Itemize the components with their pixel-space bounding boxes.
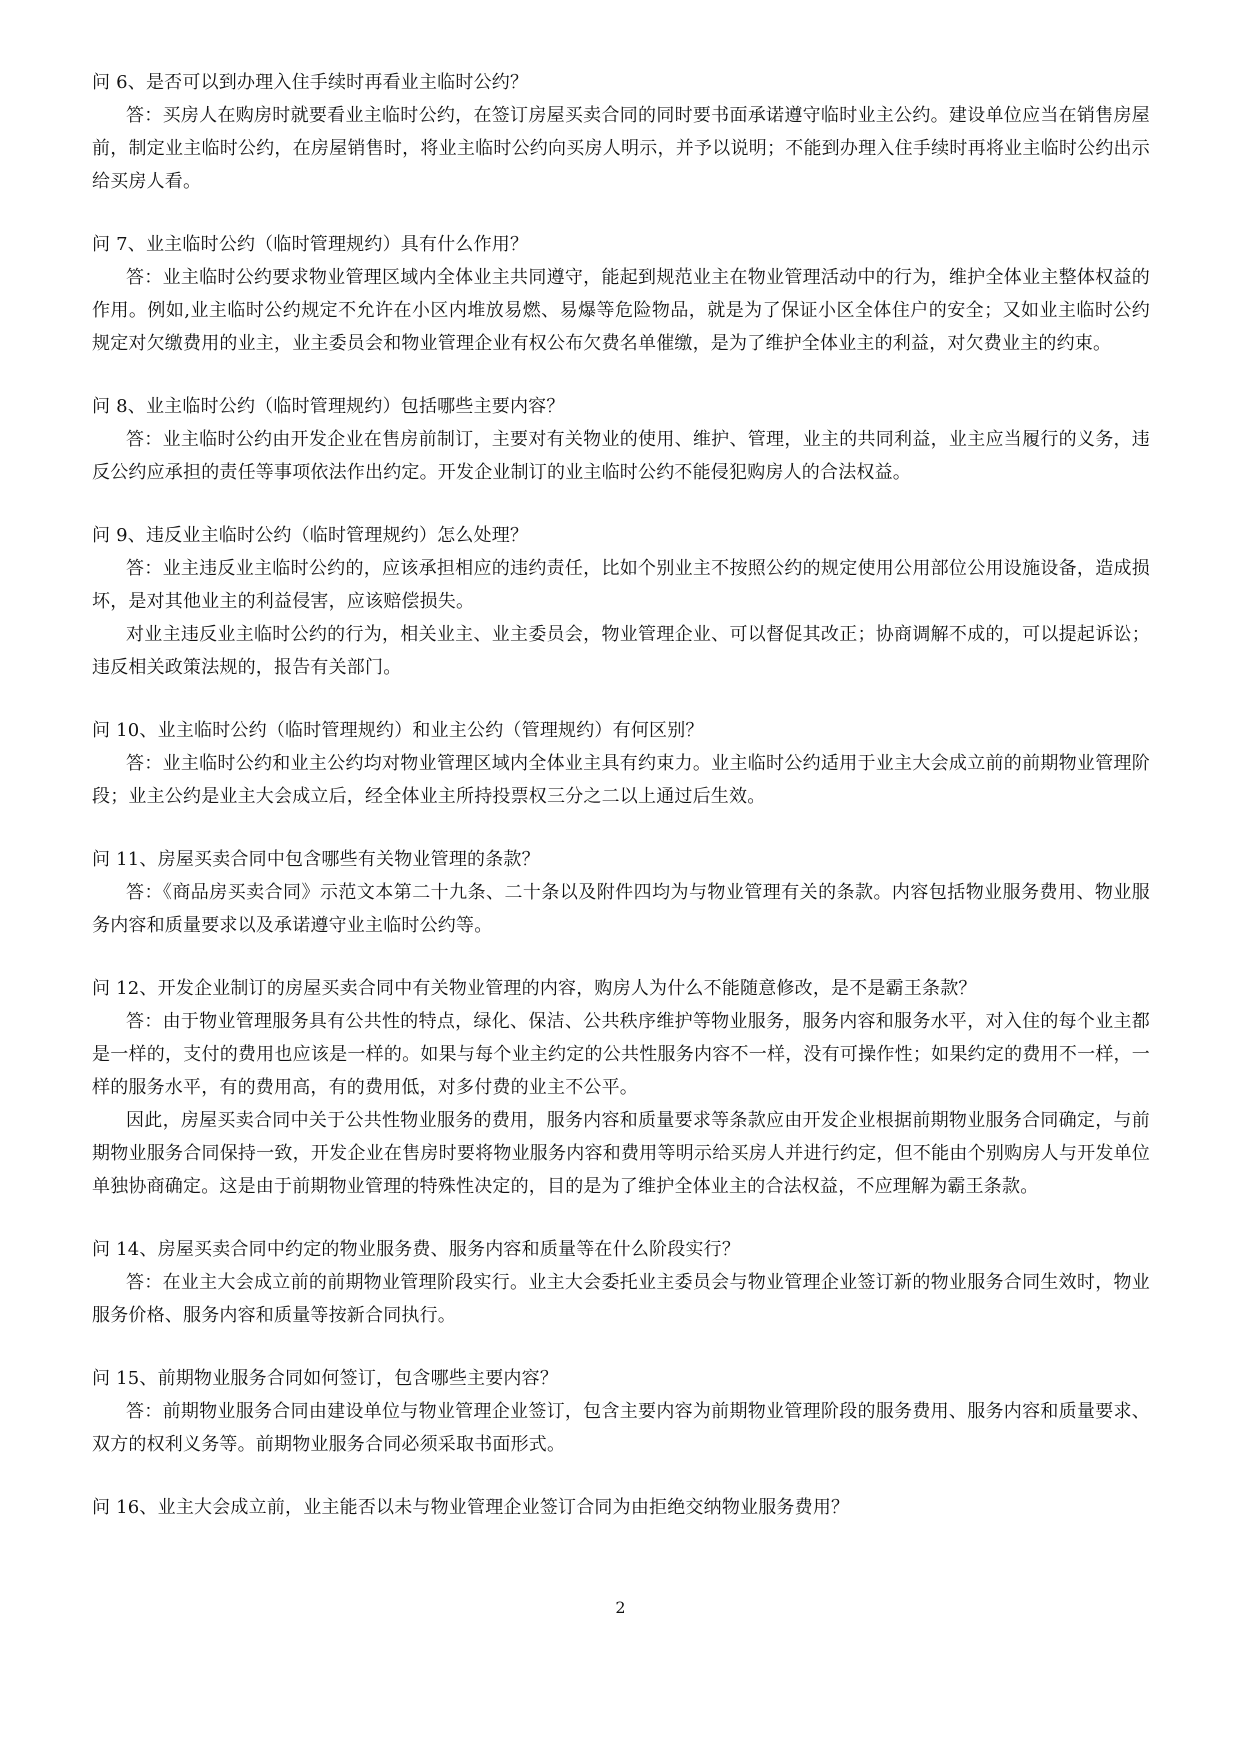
question: 问 8、业主临时公约（临时管理规约）包括哪些主要内容？ — [92, 396, 565, 417]
qa-item — [92, 714, 1150, 813]
qa-item — [92, 390, 1150, 489]
qa-item — [92, 519, 1150, 684]
qa-item — [92, 972, 1150, 1203]
answer-paragraph: 答：前期物业服务合同由建设单位与物业管理企业签订，包含主要内容为前期物业管理阶段的服务费用、服务内容和质量要求、双方的权利义务等。前期物业服务合同必须采取书面形式。 — [92, 1401, 1150, 1455]
qa-item — [92, 1233, 1150, 1332]
answer-paragraph: 答：业主临时公约由开发企业在售房前制订，主要对有关物业的使用、维护、管理，业主的共同利益，业主应当履行的义务，违反公约应承担的责任等事项依法作出约定。开发企业制订的业主临时公约不能侵犯购房人的合法权益。 — [92, 429, 1150, 483]
document-page — [92, 66, 1150, 1554]
answer-paragraph: 因此，房屋买卖合同中关于公共性物业服务的费用，服务内容和质量要求等条款应由开发企业根据前期物业服务合同确定，与前期物业服务合同保持一致，开发企业在售房时要将物业服务内容和费用等明示给买房人并进行约定，但不能由个别购房人与开发单位单独协商确定。这是由于前期物业管理的特殊性决定的，目的是为了维护全体业主的合法权益，不应理解为霸王条款。 — [92, 1110, 1150, 1197]
answer-paragraph: 答：业主违反业主临时公约的，应该承担相应的违约责任，比如个别业主不按照公约的规定使用公用部位公用设施设备，造成损坏，是对其他业主的利益侵害，应该赔偿损失。 — [92, 558, 1150, 612]
question: 问 16、业主大会成立前，业主能否以未与物业管理企业签订合同为由拒绝交纳物业服务费用？ — [92, 1497, 850, 1518]
question: 问 9、违反业主临时公约（临时管理规约）怎么处理？ — [92, 525, 529, 546]
question: 问 12、开发企业制订的房屋买卖合同中有关物业管理的内容，购房人为什么不能随意修改，是不是霸王条款？ — [92, 978, 977, 999]
question: 问 7、业主临时公约（临时管理规约）具有什么作用？ — [92, 234, 529, 255]
page-number: 2 — [615, 1598, 626, 1617]
question: 问 14、房屋买卖合同中约定的物业服务费、服务内容和质量等在什么阶段实行？ — [92, 1239, 741, 1260]
answer-paragraph: 对业主违反业主临时公约的行为，相关业主、业主委员会，物业管理企业、可以督促其改正；协商调解不成的，可以提起诉讼；违反相关政策法规的，报告有关部门。 — [92, 624, 1150, 678]
question: 问 6、是否可以到办理入住手续时再看业主临时公约？ — [92, 72, 529, 93]
qa-item — [92, 1491, 1150, 1524]
qa-item — [92, 843, 1150, 942]
answer-paragraph: 答：由于物业管理服务具有公共性的特点，绿化、保洁、公共秩序维护等物业服务，服务内容和服务水平，对入住的每个业主都是一样的，支付的费用也应该是一样的。如果与每个业主约定的公共性服务内容不一样，没有可操作性；如果约定的费用不一样，一样的服务水平，有的费用高，有的费用低，对多付费的业主不公平。 — [92, 1011, 1150, 1098]
question: 问 10、业主临时公约（临时管理规约）和业主公约（管理规约）有何区别？ — [92, 720, 704, 741]
answer-paragraph: 答：买房人在购房时就要看业主临时公约，在签订房屋买卖合同的同时要书面承诺遵守临时业主公约。建设单位应当在销售房屋前，制定业主临时公约，在房屋销售时，将业主临时公约向买房人明示，并予以说明；不能到办理入住手续时再将业主临时公约出示给买房人看。 — [92, 105, 1150, 192]
question: 问 11、房屋买卖合同中包含哪些有关物业管理的条款？ — [92, 849, 540, 870]
answer-paragraph: 答：业主临时公约要求物业管理区域内全体业主共同遵守，能起到规范业主在物业管理活动中的行为，维护全体业主整体权益的作用。例如,业主临时公约规定不允许在小区内堆放易燃、易爆等危险物品，就是为了保证小区全体住户的安全；又如业主临时公约规定对欠缴费用的业主，业主委员会和物业管理企业有权公布欠费名单催缴，是为了维护全体业主的利益，对欠费业主的约束。 — [92, 267, 1150, 354]
qa-item — [92, 228, 1150, 360]
qa-item — [92, 1362, 1150, 1461]
answer-paragraph: 答：在业主大会成立前的前期物业管理阶段实行。业主大会委托业主委员会与物业管理企业签订新的物业服务合同生效时，物业服务价格、服务内容和质量等按新合同执行。 — [92, 1272, 1150, 1326]
answer-paragraph: 答：《商品房买卖合同》示范文本第二十九条、二十条以及附件四均为与物业管理有关的条款。内容包括物业服务费用、物业服务内容和质量要求以及承诺遵守业主临时公约等。 — [92, 882, 1150, 936]
answer-paragraph: 答：业主临时公约和业主公约均对物业管理区域内全体业主具有约束力。业主临时公约适用于业主大会成立前的前期物业管理阶段；业主公约是业主大会成立后，经全体业主所持投票权三分之二以上通过后生效。 — [92, 753, 1150, 807]
question: 问 15、前期物业服务合同如何签订，包含哪些主要内容？ — [92, 1368, 559, 1389]
qa-item — [92, 66, 1150, 198]
